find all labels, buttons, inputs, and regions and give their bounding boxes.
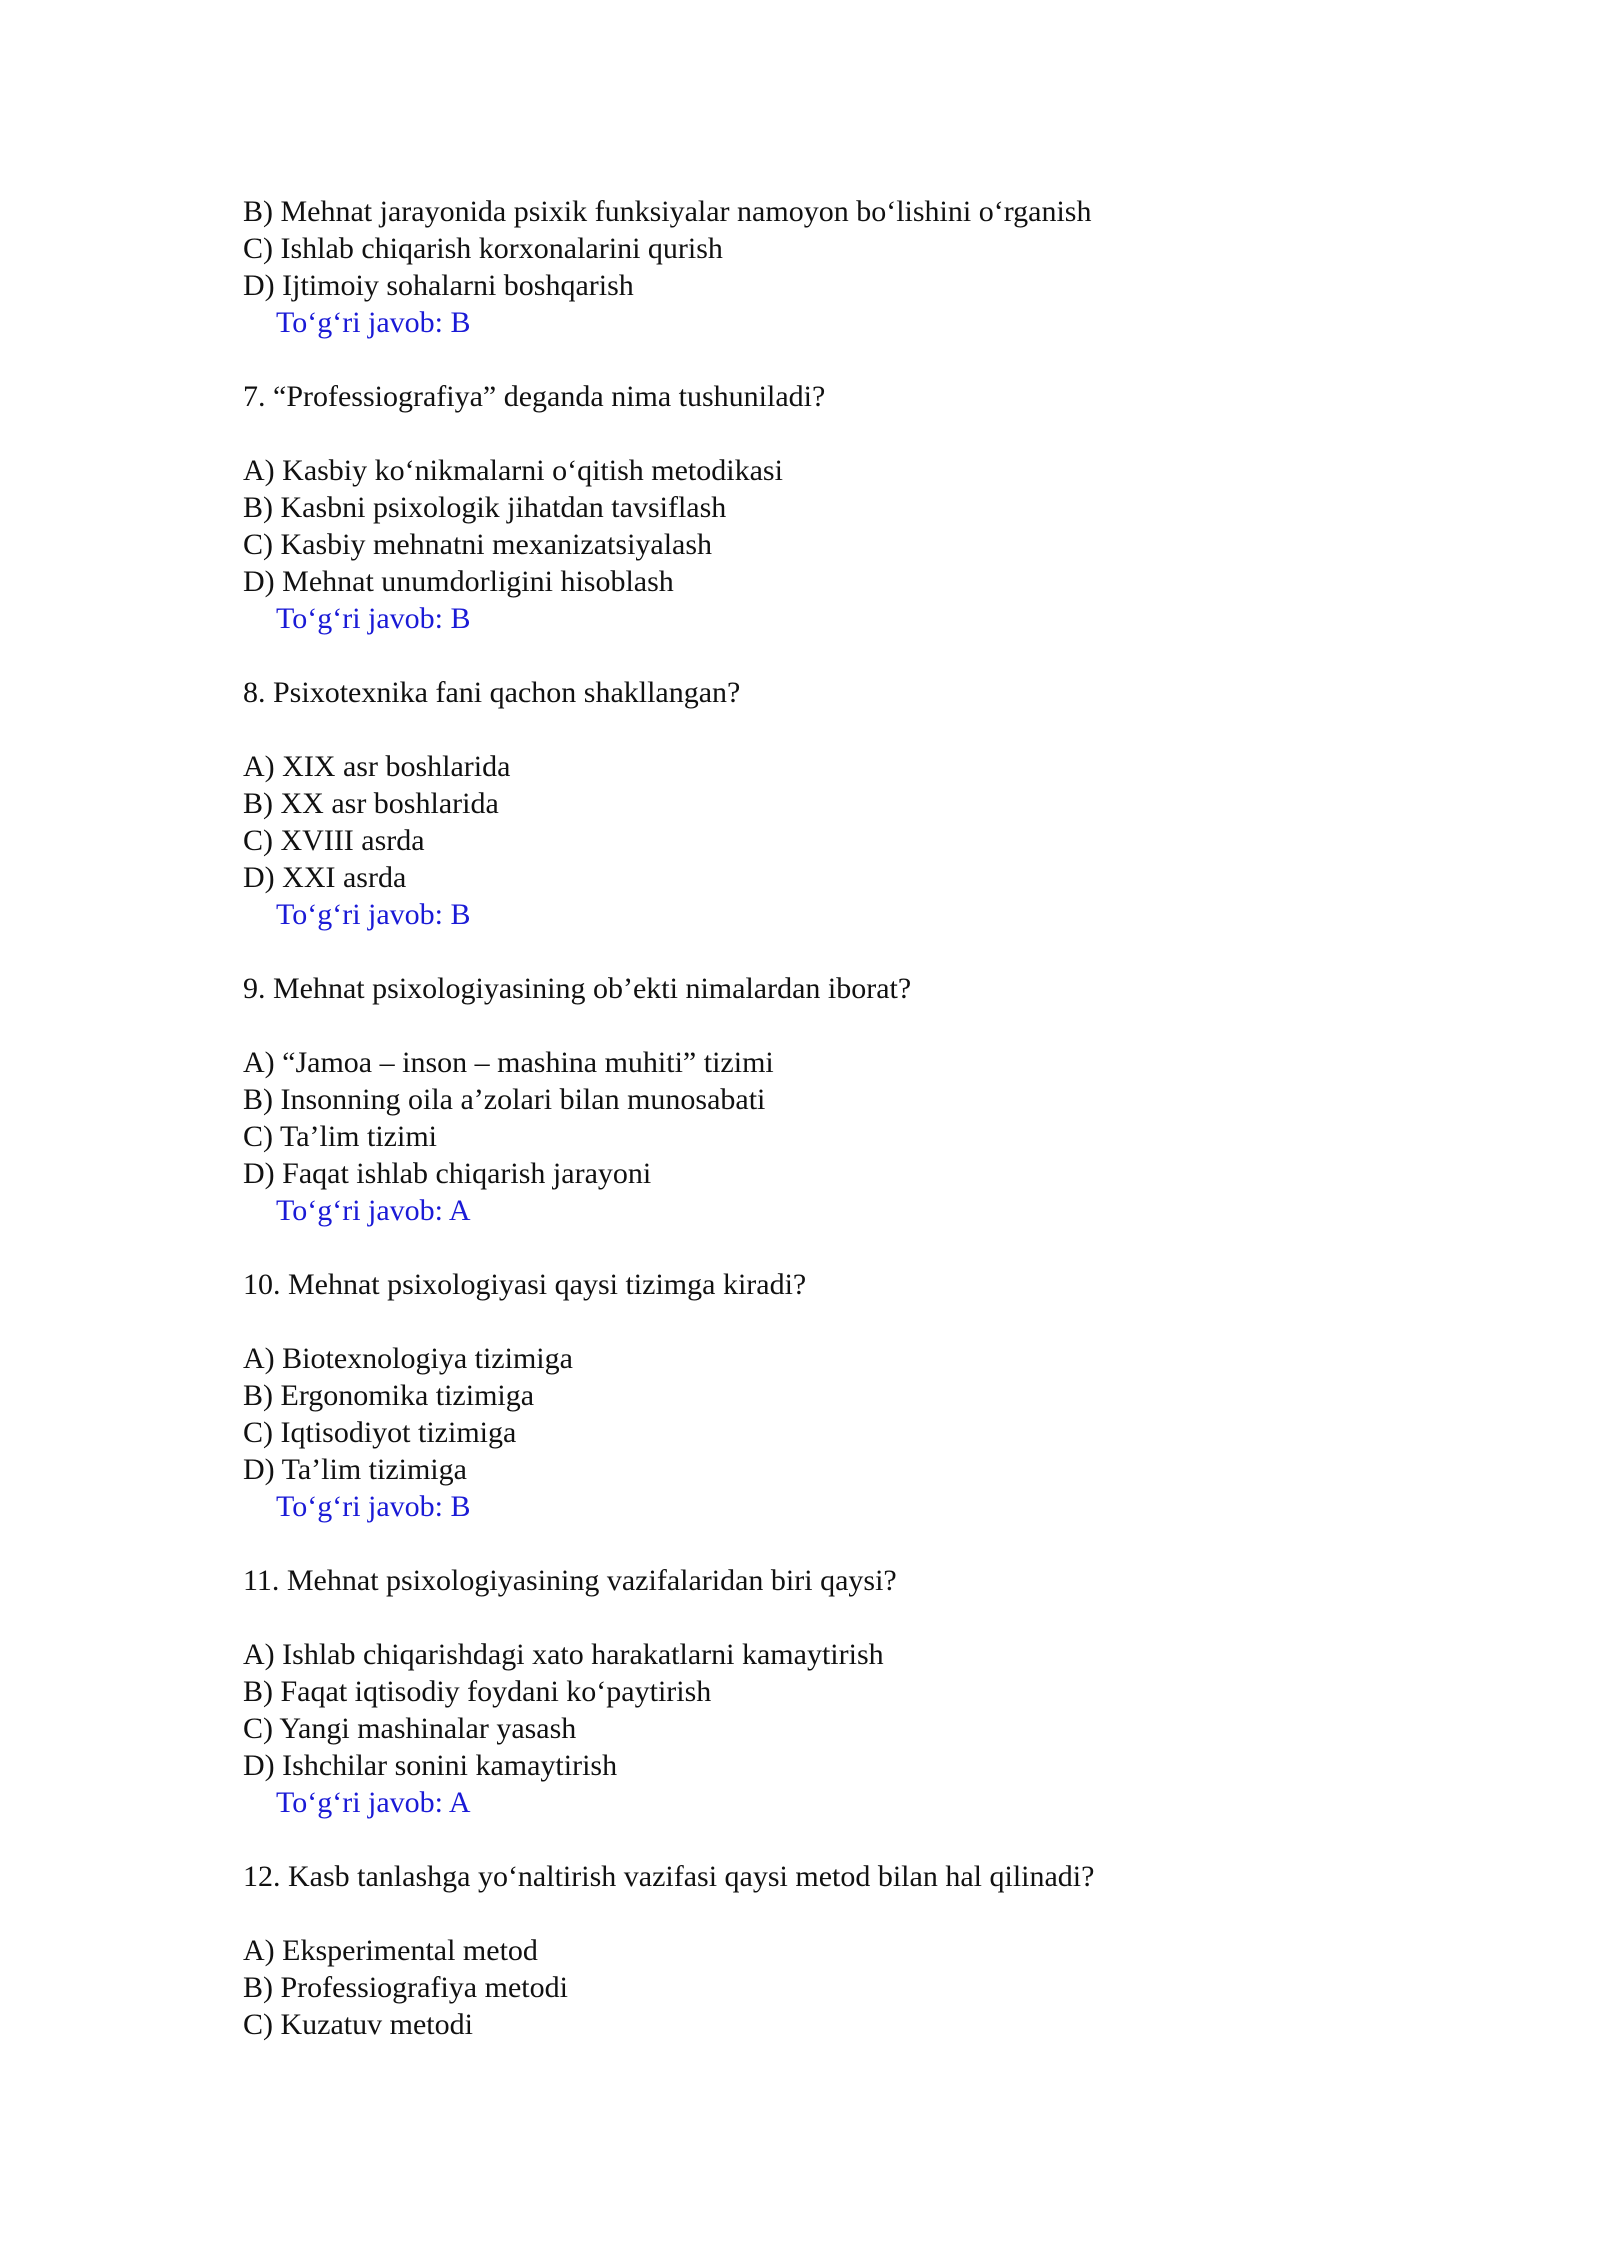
spacer [243, 1895, 1423, 1932]
option-line: A) “Jamoa – inson – mashina muhiti” tizimi [243, 1046, 774, 1079]
question-block [243, 378, 1423, 637]
correct-answer: To‘g‘ri javob: B [276, 1490, 471, 1523]
spacer [243, 415, 1423, 452]
correct-answer: To‘g‘ri javob: B [276, 898, 471, 931]
spacer [243, 711, 1423, 748]
option-line: B) Mehnat jarayonida psixik funksiyalar namoyon bo‘lishini o‘rganish [243, 195, 1092, 228]
option-line: B) Ergonomika tizimiga [243, 1379, 535, 1412]
option-line: C) Ta’lim tizimi [243, 1120, 437, 1153]
option-line: A) Ishlab chiqarishdagi xato harakatlarni kamaytirish [243, 1638, 884, 1671]
option-line: C) Iqtisodiyot tizimiga [243, 1416, 517, 1449]
question-block [243, 970, 1423, 1229]
spacer [243, 1007, 1423, 1044]
option-line: B) Professiografiya metodi [243, 1971, 568, 2004]
correct-answer: To‘g‘ri javob: B [276, 602, 471, 635]
option-line: B) Insonning oila a’zolari bilan munosabati [243, 1083, 766, 1116]
correct-answer: To‘g‘ri javob: B [276, 306, 471, 339]
spacer [243, 933, 1423, 970]
document-page [243, 193, 1423, 2043]
option-line: C) Yangi mashinalar yasash [243, 1712, 577, 1745]
question-block [243, 1266, 1423, 1525]
lead-block [243, 193, 1423, 341]
option-line: D) XXI asrda [243, 861, 407, 894]
option-line: C) Kasbiy mehnatni mexanizatsiyalash [243, 528, 713, 561]
option-line: A) XIX asr boshlarida [243, 750, 511, 783]
option-line: D) Mehnat unumdorligini hisoblash [243, 565, 674, 598]
option-line: B) Kasbni psixologik jihatdan tavsiflash [243, 491, 727, 524]
correct-answer: To‘g‘ri javob: A [276, 1786, 471, 1819]
option-line: C) Kuzatuv metodi [243, 2008, 473, 2041]
option-line: C) XVIII asrda [243, 824, 425, 857]
spacer [243, 1599, 1423, 1636]
spacer [243, 1303, 1423, 1340]
option-line: B) Faqat iqtisodiy foydani ko‘paytirish [243, 1675, 712, 1708]
question-text: 12. Kasb tanlashga yo‘naltirish vazifasi qaysi metod bilan hal qilinadi? [243, 1860, 1095, 1893]
spacer [243, 1525, 1423, 1562]
question-block [243, 1858, 1423, 2043]
question-block [243, 1562, 1423, 1821]
question-text: 11. Mehnat psixologiyasining vazifalaridan biri qaysi? [243, 1564, 897, 1597]
spacer [243, 341, 1423, 378]
option-line: A) Kasbiy ko‘nikmalarni o‘qitish metodikasi [243, 454, 783, 487]
option-line: A) Biotexnologiya tizimiga [243, 1342, 573, 1375]
spacer [243, 1821, 1423, 1858]
question-text: 10. Mehnat psixologiyasi qaysi tizimga kiradi? [243, 1268, 807, 1301]
question-block [243, 674, 1423, 933]
correct-answer: To‘g‘ri javob: A [276, 1194, 471, 1227]
option-line: A) Eksperimental metod [243, 1934, 538, 1967]
option-line: B) XX asr boshlarida [243, 787, 499, 820]
option-line: D) Ta’lim tizimiga [243, 1453, 467, 1486]
spacer [243, 637, 1423, 674]
option-line: D) Ishchilar sonini kamaytirish [243, 1749, 618, 1782]
question-text: 8. Psixotexnika fani qachon shakllangan? [243, 676, 741, 709]
question-text: 7. “Professiografiya” deganda nima tushuniladi? [243, 380, 826, 413]
option-line: D) Ijtimoiy sohalarni boshqarish [243, 269, 634, 302]
question-text: 9. Mehnat psixologiyasining ob’ekti nimalardan iborat? [243, 972, 912, 1005]
option-line: D) Faqat ishlab chiqarish jarayoni [243, 1157, 652, 1190]
option-line: C) Ishlab chiqarish korxonalarini qurish [243, 232, 723, 265]
spacer [243, 1229, 1423, 1266]
